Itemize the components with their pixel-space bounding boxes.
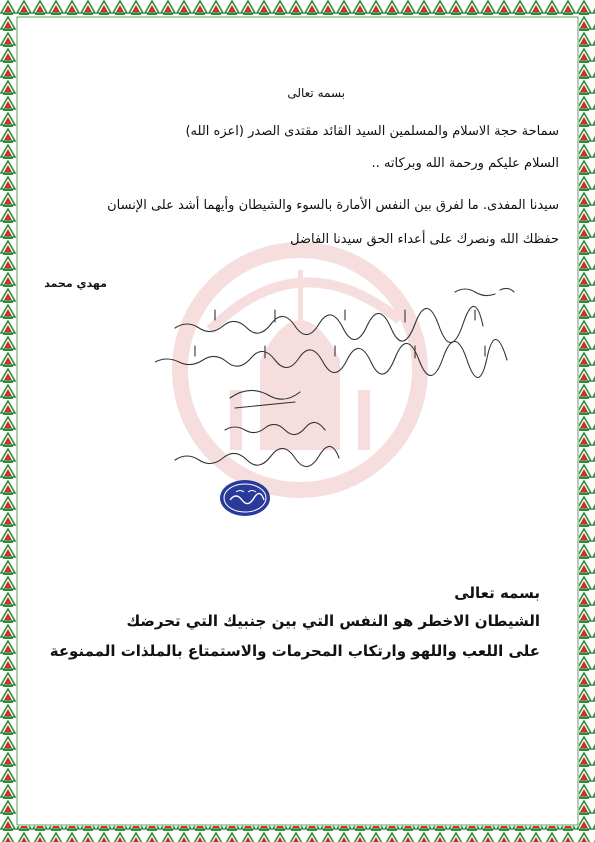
letter-sender: مهدي محمد (44, 277, 107, 290)
official-stamp (218, 478, 272, 518)
answer-line-2: على اللعب واللهو وارتكاب المحرمات والاستمتاع بالملذات الممنوعة (49, 642, 540, 660)
answer-line-1: الشيطان الاخطر هو النفس التي بين جنبيك التي تحرضك (126, 612, 540, 630)
letter-question: سيدنا المفدى. ما لفرق بين النفس الأمارة بالسوء والشيطان وأيهما أشد على الإنسان (107, 198, 559, 213)
handwritten-answer (155, 280, 575, 480)
letter-closing: حفظك الله ونصرك على أعداء الحق سيدنا الفاضل (290, 232, 559, 247)
answer-basmala: بسمه تعالى (454, 584, 540, 602)
letter-greeting: السلام عليكم ورحمة الله وبركاته .. (371, 156, 559, 171)
letter-addressee: سماحة حجة الاسلام والمسلمين السيد القائد مقتدى الصدر (اعزه الله) (185, 124, 559, 139)
letter-basmala: بسمه تعالى (287, 86, 345, 100)
